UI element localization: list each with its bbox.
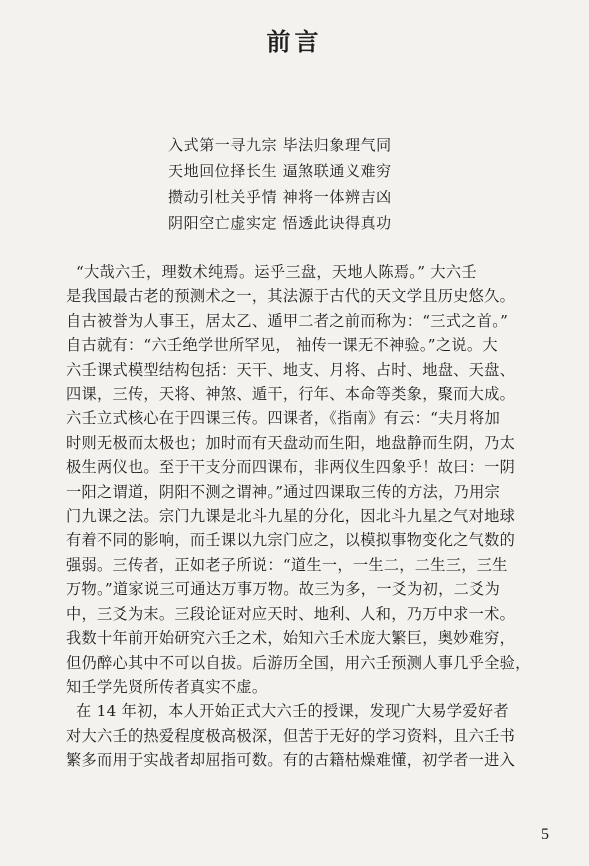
page-title: 前言 [266, 28, 323, 56]
body-line: 有着不同的影响，而壬课以九宗门应之，以模拟事物变化之气数的 [66, 531, 516, 550]
body-line: 自古被誉为人事王，居太乙、遁甲二者之前而称为：“三式之首。” [66, 311, 509, 330]
body-line: 六壬立式核心在于四课三传。四课者，《指南》有云：“夫月将加 [66, 409, 501, 428]
poem-line: 天地回位择长生 逼煞联通义难穷 [168, 162, 392, 180]
page-number: 5 [541, 826, 549, 843]
body-line: 时则无极而太极也；加时而有天盘动而生阳，地盘静而生阴，乃太 [66, 433, 516, 452]
body-line: 自古就有：“六壬绝学世所罕见， 袖传一课无不神验。”之说。大 [66, 336, 498, 355]
poem-line: 阴阳空亡虚实定 悟透此诀得真功 [168, 214, 392, 232]
body-text [66, 260, 562, 773]
body-line: 我数十年前开始研究六壬之术，始知六壬术庞大繁巨，奥妙难穷， [66, 629, 516, 648]
body-line: 对大六壬的热爱程度极高极深，但苦于无好的学习资料，且六壬书 [66, 726, 516, 745]
poem-line: 攒动引杜关乎情 神将一体辨吉凶 [168, 188, 392, 206]
body-line: 知壬学先贤所传者真实不虚。 [66, 677, 268, 696]
body-line: “大哉六壬，理数术纯焉。运乎三盘，天地人陈焉。” 大六壬 [76, 263, 477, 281]
body-line: 但仍醉心其中不可以自拔。后游历全国，用六壬预测人事几乎全验， [66, 653, 531, 672]
body-line: 六壬课式模型结构包括：天干、地支、月将、占时、地盘、天盘、 [66, 360, 516, 379]
body-line: 强弱。三传者，正如老子所说：“道生一，一生二，二生三，三生 [66, 555, 508, 574]
body-line: 万物。”道家说三可通达万事万物。故三为多，一爻为初，二爻为 [66, 580, 501, 599]
body-line: 一阳之谓道，阴阳不测之谓神。”通过四课取三传的方法，乃用宗 [66, 482, 501, 501]
body-line: 中，三爻为末。三段论证对应天时、地利、人和，乃万中求一术。 [66, 604, 516, 623]
body-line: 是我国最古老的预测术之一，其法源于古代的天文学且历史悠久。 [66, 287, 516, 306]
body-line: 繁多而用于实战者却屈指可数。有的古籍枯燥难懂，初学者一进入 [66, 751, 516, 770]
body-line: 门九课之法。宗门九课是北斗九星的分化，因北斗九星之气对地球 [66, 507, 516, 526]
poem-block [168, 132, 468, 236]
body-line: 四课，三传，天将、神煞、遁干，行年、本命等类象，聚而大成。 [66, 385, 516, 404]
body-line: 在 14 年初，本人开始正式大六壬的授课，发现广大易学爱好者 [76, 702, 509, 721]
poem-line: 入式第一寻九宗 毕法归象理气同 [168, 136, 392, 154]
body-line: 极生两仪也。至于干支分而四课布，非两仪生四象乎！故曰：一阴 [66, 458, 516, 477]
